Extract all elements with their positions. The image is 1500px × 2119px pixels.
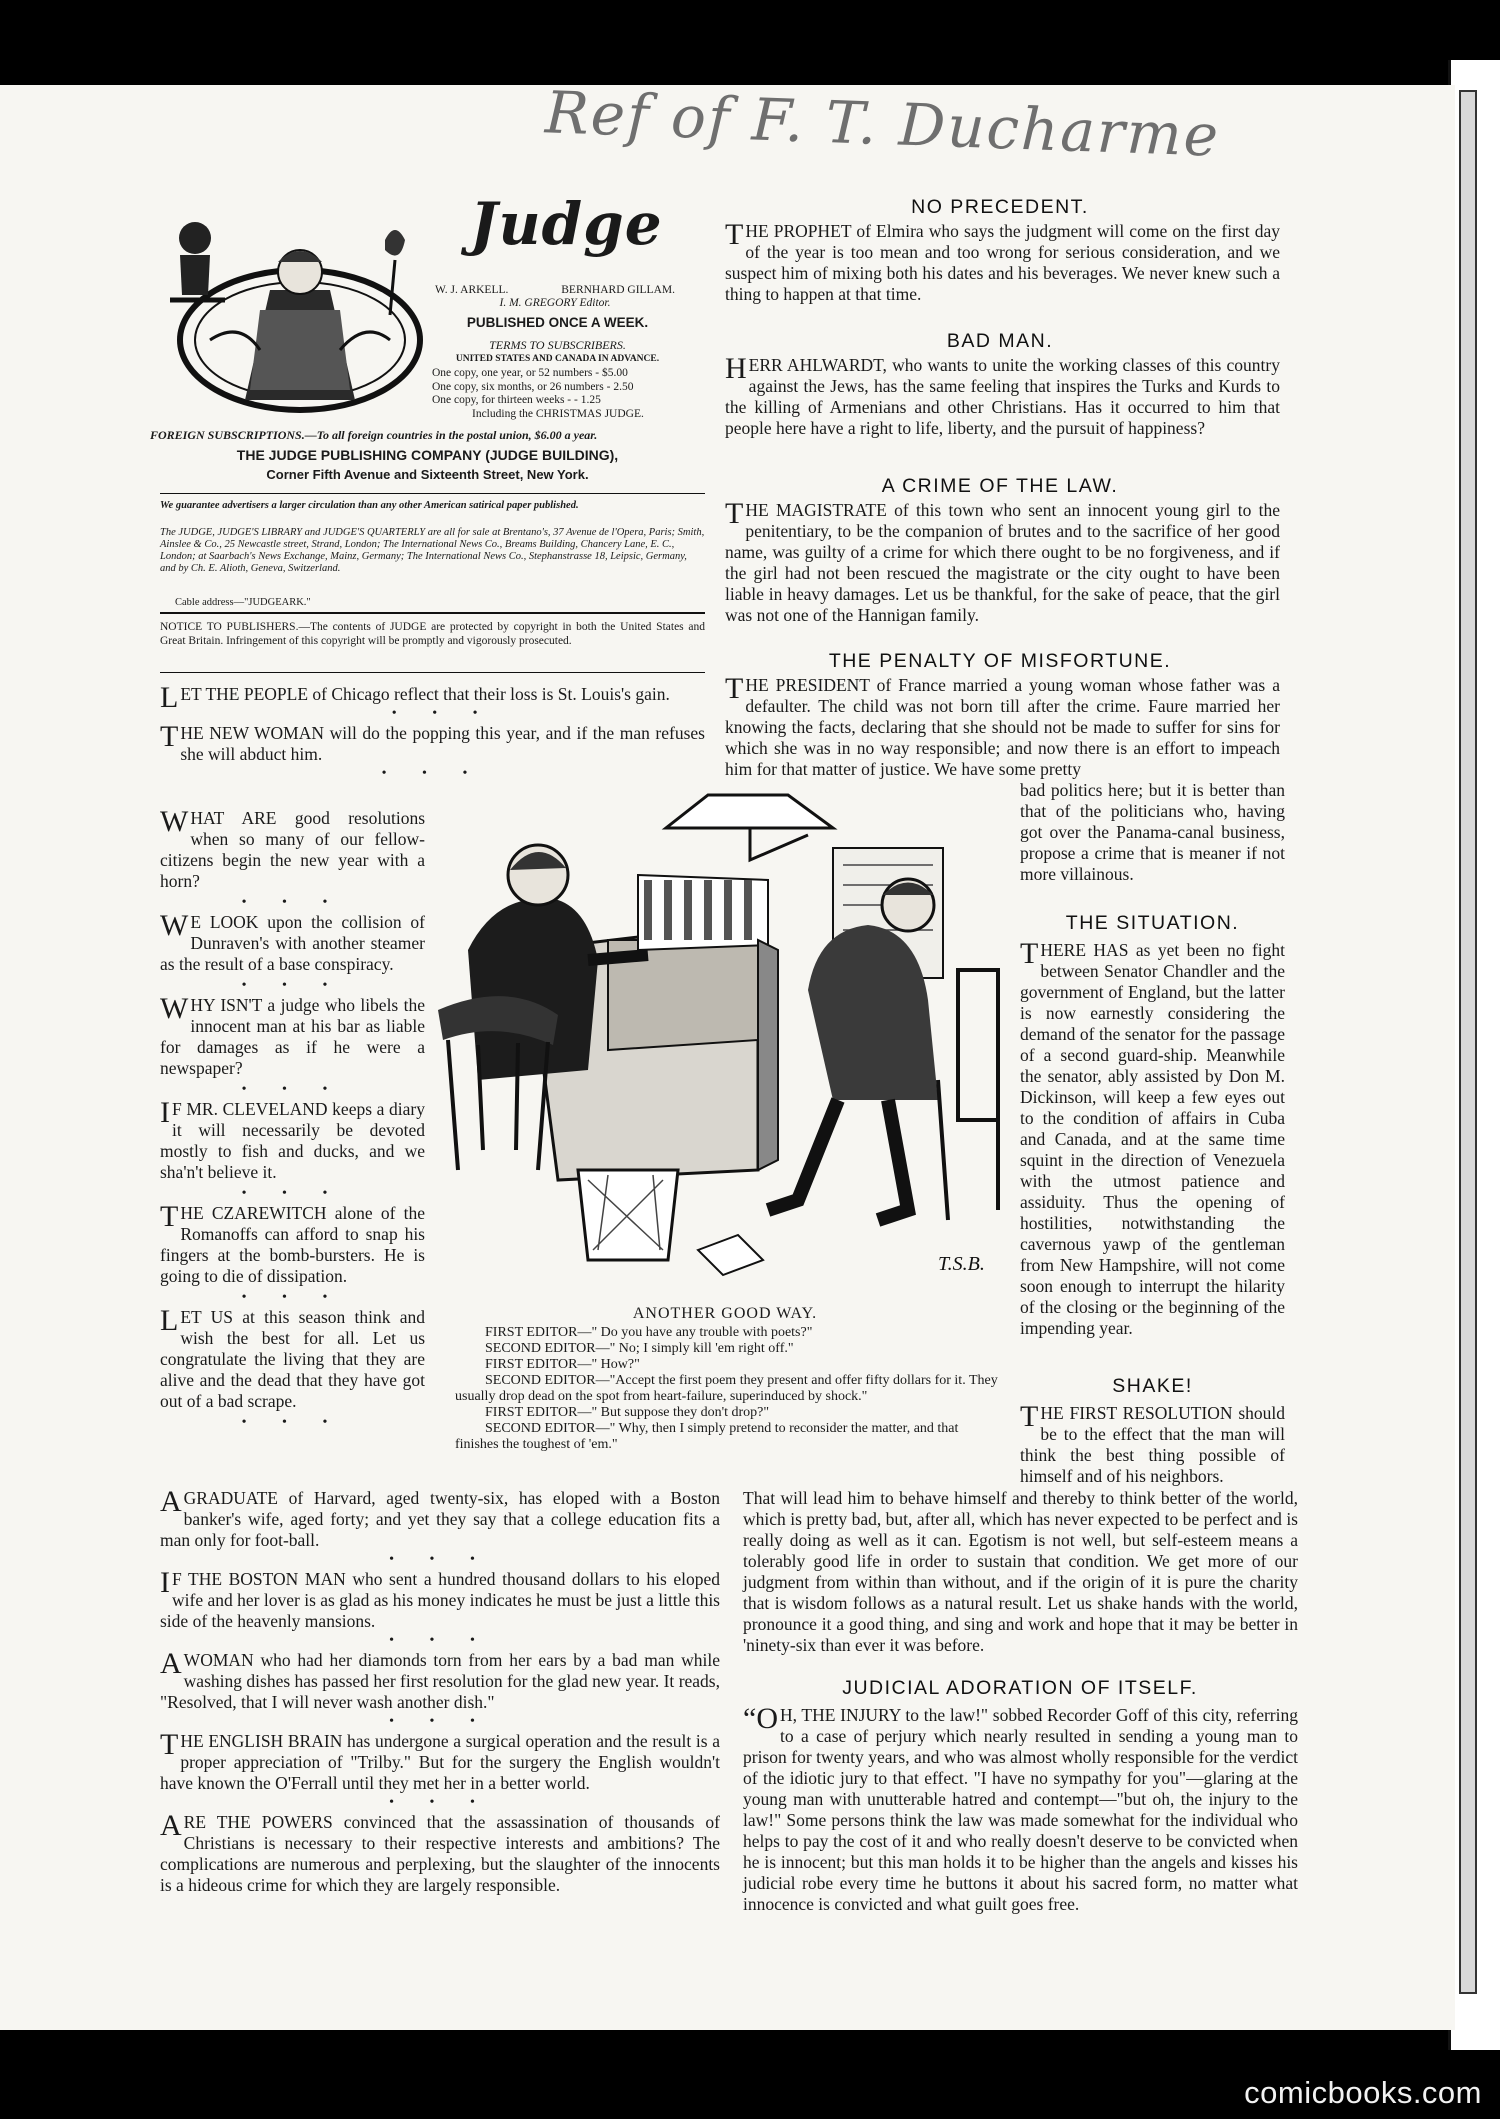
article-text: H, THE INJURY to the law!" sobbed Recorder Goff of this city, referring to a case of perjury which nearly resulted in sending a young man to prison for twenty years, and who was almost wholly responsible for the verdict of the idiotic jury to that effect. "I have no sympathy for you"—glaring at the young man with unutterable hatred and contempt—"but oh, the injury to the law!" Some persons think the law was made somewhat for the individual who helps to pay the cost of it and who really doesn't deserve to be convicted when he is innocent; but this man holds it to be higher than the angels and kisses his judicial robe every time he buttons it about his sacred form, no matter what innocence is convicted and what guilt goes free. — [743, 1705, 1298, 1914]
drop-cap: H — [725, 352, 747, 385]
article-judicial-adoration — [743, 1702, 1298, 1915]
separator-dots: • • • — [241, 978, 344, 993]
drop-cap: T — [160, 720, 179, 753]
dialogue-line: FIRST EDITOR—" But suppose they don't drop?" — [485, 1405, 770, 1420]
paragraph — [160, 805, 425, 892]
paragraph-text: WOMAN who had her diamonds torn from her ears by a bad man while washing dishes has passed her first resolution for the glad new year. It reads, "Resolved, that I will never wash another dish." — [160, 1650, 720, 1712]
drop-cap: T — [725, 672, 744, 705]
term-line: One copy, one year, or 52 numbers - $5.00 — [432, 367, 628, 379]
separator-dots: • • • — [241, 1415, 344, 1430]
artist-signature: T.S.B. — [938, 1253, 985, 1275]
separator-dots: • • • — [241, 1290, 344, 1305]
foreign-subscriptions: FOREIGN SUBSCRIPTIONS.—To all foreign countries in the postal union, $6.00 a year. — [150, 428, 598, 442]
separator-dots: • • • — [241, 895, 344, 910]
editor-line: I. M. GREGORY Editor. — [499, 297, 611, 309]
paragraph — [160, 1566, 720, 1632]
article-bad-man — [725, 352, 1280, 439]
heading-judicial-adoration: JUDICIAL ADORATION OF ITSELF. — [842, 1677, 1198, 1699]
drop-cap: T — [160, 1200, 179, 1233]
article-shake — [1020, 1400, 1285, 1487]
article-text: ERR AHLWARDT, who wants to unite the working classes of this country against the Jews, has the same feeling that inspires the Turks and Kurds to the killing of Armenians and other Christians. Has it occurred to him that people here have a right to life, liberty, and the pursuit of happiness? — [725, 355, 1280, 438]
dialogue-line: SECOND EDITOR—" No; I simply kill 'em right off." — [485, 1341, 794, 1356]
drop-cap: T — [1020, 1400, 1039, 1433]
heading-the-situation: THE SITUATION. — [1065, 912, 1240, 934]
paragraph-text: HAT ARE good resolutions when so many of our fellow-citizens begin the new year with a horn? — [160, 808, 425, 891]
paragraph — [160, 1728, 720, 1794]
separator-dots: • • • — [241, 1186, 344, 1201]
paragraph — [160, 909, 425, 975]
paragraph-text: ET US at this season think and wish the best for all. Let us congratulate the living that they are alive and the dead that they have got out of a bad scrape. — [160, 1307, 425, 1411]
divider — [160, 493, 705, 494]
left-column-top — [160, 681, 705, 783]
paragraph-text: HE NEW WOMAN will do the popping this year, and if the man refuses she will abduct him. — [180, 723, 705, 764]
separator-dots: • • • — [241, 1082, 344, 1097]
handwritten-note: Ref of F. T. Ducharme — [544, 78, 1222, 170]
paragraph — [160, 992, 425, 1079]
article-shake-continued: That will lead him to behave himself and thereby to think better of the world, which is pretty bad, but, after all, which has never expected to be perfect and is really doing as well as it can. Egotism is not well, but self-esteem means a tolerably good life in order to sustain that condition. We get more of our judgment from within than without, and if the origin of it is pure the charity that is wisdom follows as a natural result. Let us shake hands with the world, pronounce it a good thing, and sing and work and hope that it may be better in 'ninety-six than ever it was before. — [743, 1488, 1298, 1655]
paragraph-text: ET THE PEOPLE of Chicago reflect that their loss is St. Louis's gain. — [180, 684, 670, 704]
published-weekly: PUBLISHED ONCE A WEEK. — [466, 315, 649, 330]
drop-cap: T — [160, 1728, 179, 1761]
paragraph — [160, 1485, 720, 1551]
staff-names — [435, 283, 675, 297]
separator-dots: • • • — [389, 1714, 491, 1729]
term-line: One copy, six months, or 26 numbers - 2.50 — [432, 380, 634, 393]
notice-to-publishers: NOTICE TO PUBLISHERS.—The contents of JUDGE are protected by copyright in both the United States and Great Britain. Infringement of this copyright will be promptly and vigorously prosecuted. — [160, 621, 705, 647]
terms-region: UNITED STATES AND CANADA IN ADVANCE. — [455, 354, 660, 364]
drop-cap: W — [160, 992, 189, 1025]
article-text: HE PROPHET of Elmira who says the judgment will come on the first day of the year is too mean and too wrong for serious consideration, and we suspect him of mixing both his dates and his beverages. We never knew such a thing to happen at that time. — [725, 221, 1280, 304]
drop-cap: L — [160, 1304, 179, 1337]
paragraph — [160, 720, 705, 765]
heading-shake: SHAKE! — [1112, 1375, 1193, 1397]
article-text: HE FIRST RESOLUTION should be to the effect that the man will think the best thing possible of himself and of his neighbors. — [1020, 1403, 1285, 1486]
drop-cap: T — [725, 218, 744, 251]
left-column-narrow — [160, 805, 425, 1432]
article-text: HE MAGISTRATE of this town who sent an innocent young girl to the penitentiary, to be the companion of brutes and to the sacrifice of her good name, was guilty of a crime for which there ought to be no forgiveness, and if the girl had not been rescued the magistrate or the city ought to have been liable in heavy damages. Let us be thankful, for the sake of peace, that the girl was not one of the Hannigan family. — [725, 500, 1280, 625]
dialogue-line: SECOND EDITOR—"Accept the first poem they present and offer fifty dollars for it. They usually drop dead on the spot from heart-failure, superinduced by shock." — [455, 1373, 998, 1404]
term-line: One copy, for thirteen weeks - - 1.25 — [432, 394, 601, 406]
scan-edge-strip — [1459, 90, 1477, 1994]
drop-cap: A — [160, 1485, 182, 1518]
paragraph-text: E LOOK upon the collision of Dunraven's with another steamer as the result of a base conspiracy. — [160, 912, 425, 974]
site-watermark: comicbooks.com — [1244, 2075, 1482, 2110]
term-line: Including the CHRISTMAS JUDGE. — [472, 407, 644, 420]
terms-title: TERMS TO SUBSCRIBERS. — [489, 338, 626, 352]
article-text: HE PRESIDENT of France married a young woman whose father was a defaulter. The child was not born till after the crime. Faure married her knowing the facts, declaring that she should not be made to suffer for sins for which she was in no way responsible; and now there is an effort to impeach him for that matter of justice. We have some pretty — [725, 675, 1280, 779]
article-crime-of-the-law — [725, 497, 1280, 626]
separator-dots: • • • — [389, 1633, 491, 1648]
dialogue-line: FIRST EDITOR—" How?" — [485, 1357, 640, 1372]
drop-cap: L — [160, 681, 179, 714]
drop-cap: W — [160, 805, 189, 838]
heading-no-precedent: NO PRECEDENT. — [911, 196, 1089, 218]
drop-cap: W — [160, 909, 189, 942]
paragraph-text: GRADUATE of Harvard, aged twenty-six, has eloped with a Boston banker's wife, aged forty; and yet they say that a college education fits a man only for foot-ball. — [160, 1488, 720, 1550]
article-the-situation — [1020, 937, 1285, 1339]
staff-left: W. J. ARKELL. — [435, 284, 509, 296]
paragraph — [160, 1809, 720, 1896]
paragraph-text: RE THE POWERS convinced that the assassination of thousands of Christians is necessary to their respective interests and ambitions? The complications are numerous and perplexing, but the slaughter of the innocents is a hideous crime for which they are largely responsible. — [160, 1812, 720, 1895]
paragraph — [160, 1304, 425, 1412]
paragraph — [160, 1096, 425, 1183]
guarantee-note: We guarantee advertisers a larger circulation than any other American satirical paper published. — [160, 500, 579, 511]
paragraph — [160, 681, 705, 714]
paragraph-text: HE ENGLISH BRAIN has undergone a surgical operation and the result is a proper appreciation of "Trilby." But for the surgery the English wouldn't have known the O'Ferrall until they met her in a better world. — [160, 1731, 720, 1793]
drop-cap: I — [160, 1566, 170, 1599]
heading-crime-of-the-law: A CRIME OF THE LAW. — [881, 475, 1119, 497]
paragraph-text: HE CZAREWITCH alone of the Romanoffs can afford to snap his fingers at the bomb-bursters. He is going to die of dissipation. — [160, 1203, 425, 1286]
scan-edge — [1448, 60, 1500, 2050]
cartoon-dialogue — [455, 1325, 1005, 1453]
separator-dots: • • • — [389, 1552, 491, 1567]
paragraph — [160, 1200, 425, 1287]
drop-cap: I — [160, 1096, 170, 1129]
sale-agents: The JUDGE, JUDGE'S LIBRARY and JUDGE'S QUARTERLY are all for sale at Brentano's, 37 Avenue de l'Opera, Paris; Smith, Ainslee & Co., 25 Newcastle street, Strand, London; The International News Co., Breams Building, Chancery Lane, E. C., London; at Saarbach's News Exchange, Mainz, Germany; The International News Co., Stephanstrasse 18, Leipsic, Germany, and by Ch. E. Alioth, Geneva, Switzerland. — [160, 527, 705, 574]
drop-cap: “O — [743, 1702, 778, 1735]
staff-right: BERNHARD GILLAM. — [561, 284, 675, 296]
company-address: Corner Fifth Avenue and Sixteenth Street, New York. — [266, 467, 589, 482]
separator-dots: • • • — [391, 706, 494, 721]
heading-penalty-of-misfortune: THE PENALTY OF MISFORTUNE. — [828, 650, 1172, 672]
article-penalty-continued: bad politics here; but it is better than that of the politicians who, having got over the Panama-canal business, propose a crime that is meaner if not more villainous. — [1020, 780, 1285, 884]
heading-bad-man: BAD MAN. — [946, 330, 1054, 352]
article-penalty-of-misfortune — [725, 672, 1280, 780]
paragraph — [160, 1647, 720, 1713]
cable-address: Cable address—"JUDGEARK." — [175, 597, 311, 608]
publishing-company: THE JUDGE PUBLISHING COMPANY (JUDGE BUILDING), — [236, 447, 619, 463]
left-column-bottom — [160, 1485, 720, 1896]
paragraph-text: F THE BOSTON MAN who sent a hundred thousand dollars to his eloped wife and her lover is as glad as his money indicates he must be just a little this side of the heavenly mansions. — [160, 1569, 720, 1631]
divider — [160, 612, 705, 614]
terms-list — [432, 367, 694, 421]
drop-cap: T — [1020, 937, 1039, 970]
drop-cap: A — [160, 1809, 182, 1842]
article-text: HERE HAS as yet been no fight between Senator Chandler and the government of England, but the latter is now earnestly considering the demand of the senator for the passage of a second guard-ship. Meanwhile the senator, ably assisted by Don M. Dickinson, will keep a few eyes out to the condition of affairs in Cuba and Canada, and at the same time squint in the direction of Venezuela with the utmost patience and assiduity. Thus the opening of hostilities, notwithstanding the cavernous yawp of the gentleman from New Hampshire, will not come soon enough to interrupt the hilarity of the closing or the beginning of the impending year. — [1020, 940, 1285, 1338]
judge-mascot-illustration — [150, 200, 435, 415]
separator-dots: • • • — [381, 766, 484, 781]
paragraph-text: HY ISN'T a judge who libels the innocent man at his bar as liable for damages as if he were a newspaper? — [160, 995, 425, 1078]
editors-cartoon-illustration — [438, 780, 1018, 1285]
drop-cap: T — [725, 497, 744, 530]
paragraph-text: F MR. CLEVELAND keeps a diary it will necessarily be devoted mostly to fish and ducks, and we sha'n't believe it. — [160, 1099, 425, 1182]
drop-cap: A — [160, 1647, 182, 1680]
dialogue-line: SECOND EDITOR—" Why, then I simply pretend to reconsider the matter, and that finishes the toughest of 'em." — [455, 1421, 959, 1452]
cartoon-caption-title: ANOTHER GOOD WAY. — [632, 1305, 818, 1322]
judge-logo: Judge — [470, 190, 663, 258]
dialogue-line: FIRST EDITOR—" Do you have any trouble with poets?" — [485, 1325, 813, 1340]
article-no-precedent — [725, 218, 1280, 305]
separator-dots: • • • — [389, 1795, 491, 1810]
divider — [160, 672, 705, 673]
